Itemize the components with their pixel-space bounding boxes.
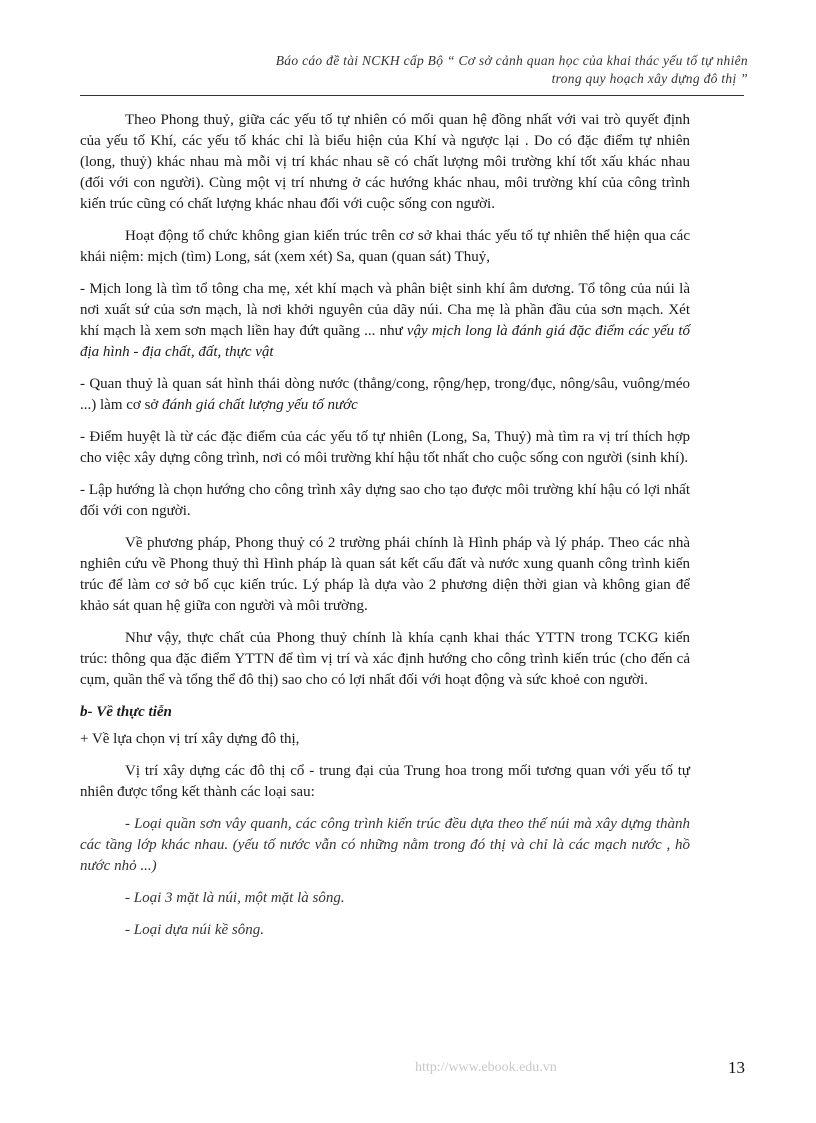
quan-thuy-text: - Quan thuỷ là quan sát hình thái dòng nước (thẳng/cong, rộng/hẹp, trong/đục, nông/sâu, vuông/méo ...) làm cơ sở xyxy=(80,376,690,413)
paragraph-quan-thuy xyxy=(80,374,690,416)
paragraph-vi-tri: Vị trí xây dựng các đô thị cổ - trung đại của Trung hoa trong mối tương quan với yếu tố tự nhiên được tổng kết thành các loại sau: xyxy=(80,763,690,800)
document-body xyxy=(80,110,690,952)
header-line-2: trong quy hoạch xây dựng đô thị ” xyxy=(551,71,748,86)
paragraph-thuc-chat: Như vậy, thực chất của Phong thuỷ chính là khía cạnh khai thác YTTN trong TCKG kiến trúc: thông qua đặc điểm YTTN để tìm vị trí và xác định hướng cho công trình kiến trúc (cho đến cả cụm, quần thể và tổng thể đô thị) sao cho có lợi nhất đối với hoạt động và sức khoẻ con người. xyxy=(80,630,690,688)
footer-url: http://www.ebook.edu.vn xyxy=(415,1060,557,1075)
paragraph-lua-chon: + Về lựa chọn vị trí xây dựng đô thị, xyxy=(80,731,300,747)
paragraph-mich-long xyxy=(80,279,690,363)
header-rule xyxy=(80,95,744,96)
paragraph-2: Hoạt động tổ chức không gian kiến trúc trên cơ sở khai thác yếu tố tự nhiên thể hiện qua các khái niệm: mịch (tìm) Long, sát (xem xét) Sa, quan (quan sát) Thuỷ, xyxy=(80,228,690,265)
quan-thuy-conclusion: đánh giá chất lượng yếu tố nước xyxy=(162,397,358,413)
page-number: 13 xyxy=(728,1058,745,1077)
paragraph-diem-huyet: - Điểm huyệt là từ các đặc điểm của các yếu tố tự nhiên (Long, Sa, Thuỷ) mà tìm ra vị trí thích hợp cho việc xây dựng công trình, nơi có môi trường khí hậu tốt nhất cho cuộc sống con người (sinh khí). xyxy=(80,429,690,466)
paragraph-phuong-phap: Về phương pháp, Phong thuỷ có 2 trường phái chính là Hình pháp và lý pháp. Theo các nhà nghiên cứu về Phong thuỷ thì Hình pháp là quan sát kết cấu đất và nước xung quanh công trình kiến trúc để làm cơ sở bố cục kiến trúc. Lý pháp là dựa vào 2 phương diện thời gian và không gian để khảo sát quan hệ giữa con người và môi trường. xyxy=(80,535,690,614)
quote-3: - Loại dựa núi kề sông. xyxy=(125,922,265,938)
header-line-1: Báo cáo đề tài NCKH cấp Bộ “ Cơ sở cảnh quan học của khai thác yếu tố tự nhiên xyxy=(275,53,748,68)
mich-long-conclusion: vậy mịch long là đánh giá đặc điểm các yếu tố địa hình - địa chất, đất, thực vật xyxy=(80,323,690,360)
mich-long-text: - Mịch long là tìm tổ tông cha mẹ, xét khí mạch và phân biệt sinh khí âm dương. Tổ tông của núi là nơi xuất sứ của sơn mạch, là nơi khởi nguyên của dãy núi. Cha mẹ là phần đầu của sơn mạch. Xét khí mạch là xem sơn mạch liền hay đứt quãng ... như xyxy=(80,281,690,339)
paragraph-1: Theo Phong thuỷ, giữa các yếu tố tự nhiên có mối quan hệ đồng nhất với vai trò quyết định của yếu tố Khí, các yếu tố khác chỉ là biểu hiện của Khí và ngược lại . Do có đặc điểm tự nhiên (long, thuỷ) khác nhau mà mỗi vị trí khác nhau sẽ có chất lượng môi trường khí tốt xấu khác nhau (đối với con người). Cùng một vị trí nhưng ở các hướng khác nhau, môi trường khí của công trình kiến trúc cũng có chất lượng khác nhau đối với cuộc sống con người. xyxy=(80,112,690,212)
page-header xyxy=(80,52,748,88)
quote-2: - Loại 3 mặt là núi, một mặt là sông. xyxy=(125,890,345,906)
paragraph-lap-huong: - Lập hướng là chọn hướng cho công trình xây dựng sao cho tạo được môi trường khí hậu có lợi nhất đối với con người. xyxy=(80,482,690,519)
quote-1: - Loại quần sơn vây quanh, các công trình kiến trúc đều dựa theo thế núi mà xây dựng thành các tầng lớp khác nhau. (yếu tố nước vẫn có những nằm trong đó thị và chỉ là các mạch nước , hồ nước nhỏ ...) xyxy=(80,816,690,874)
section-heading: b- Về thực tiễn xyxy=(80,704,172,720)
